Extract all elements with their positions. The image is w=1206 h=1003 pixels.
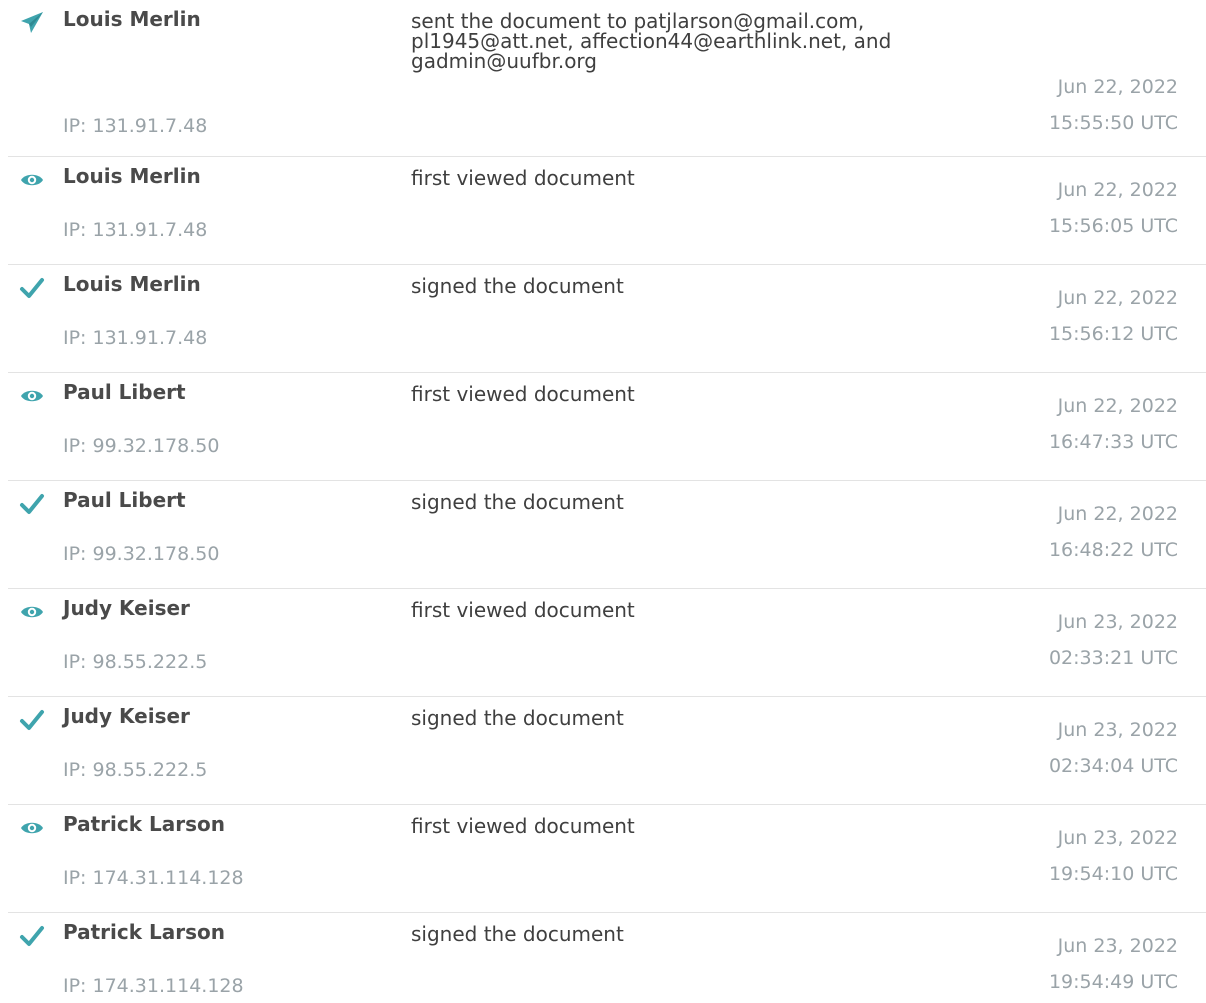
- event-time: 15:55:50 UTC: [1048, 112, 1178, 134]
- audit-event-row: [0, 481, 1206, 589]
- ip-address: IP: 174.31.114.128: [63, 867, 244, 889]
- event-time: 16:47:33 UTC: [1048, 431, 1178, 453]
- event-time: 02:34:04 UTC: [1048, 755, 1178, 777]
- event-description: first viewed document: [411, 814, 635, 838]
- check-icon: [19, 275, 45, 301]
- signer-name: Louis Merlin: [63, 272, 201, 296]
- audit-event-row: [0, 589, 1206, 697]
- ip-address: IP: 131.91.7.48: [63, 115, 208, 137]
- event-description: first viewed document: [411, 382, 635, 406]
- check-icon: [19, 491, 45, 517]
- send-icon: [19, 10, 45, 36]
- audit-event-row: [0, 157, 1206, 265]
- eye-icon: [19, 383, 45, 409]
- ip-address: IP: 98.55.222.5: [63, 759, 208, 781]
- event-date: Jun 22, 2022: [1057, 395, 1178, 417]
- check-icon: [19, 707, 45, 733]
- event-description: sent the document to patjlarson@gmail.com, pl1945@att.net, affection44@earthlink.net, and gadmin@uufbr.org: [411, 9, 892, 73]
- event-date: Jun 23, 2022: [1057, 719, 1178, 741]
- audit-event-row: [0, 805, 1206, 913]
- audit-event-row: [0, 913, 1206, 1003]
- ip-address: IP: 131.91.7.48: [63, 327, 208, 349]
- event-time: 19:54:49 UTC: [1048, 971, 1178, 993]
- event-description: signed the document: [411, 490, 624, 514]
- event-description: signed the document: [411, 706, 624, 730]
- event-description: signed the document: [411, 922, 624, 946]
- signer-name: Louis Merlin: [63, 7, 201, 31]
- ip-address: IP: 98.55.222.5: [63, 651, 208, 673]
- signer-name: Louis Merlin: [63, 164, 201, 188]
- signer-name: Paul Libert: [63, 380, 186, 404]
- eye-icon: [19, 815, 45, 841]
- event-date: Jun 23, 2022: [1057, 935, 1178, 957]
- event-date: Jun 23, 2022: [1057, 611, 1178, 633]
- eye-icon: [19, 167, 45, 193]
- event-date: Jun 22, 2022: [1057, 287, 1178, 309]
- audit-event-row: [0, 0, 1206, 157]
- audit-event-row: [0, 373, 1206, 481]
- event-description: first viewed document: [411, 166, 635, 190]
- check-icon: [19, 923, 45, 949]
- event-description: first viewed document: [411, 598, 635, 622]
- event-description: signed the document: [411, 274, 624, 298]
- audit-event-row: [0, 697, 1206, 805]
- signer-name: Patrick Larson: [63, 920, 226, 944]
- ip-address: IP: 99.32.178.50: [63, 543, 220, 565]
- event-date: Jun 22, 2022: [1057, 503, 1178, 525]
- signer-name: Judy Keiser: [63, 596, 190, 620]
- signer-name: Paul Libert: [63, 488, 186, 512]
- event-time: 02:33:21 UTC: [1048, 647, 1178, 669]
- signer-name: Patrick Larson: [63, 812, 226, 836]
- eye-icon: [19, 599, 45, 625]
- ip-address: IP: 99.32.178.50: [63, 435, 220, 457]
- event-date: Jun 23, 2022: [1057, 827, 1178, 849]
- event-time: 16:48:22 UTC: [1048, 539, 1178, 561]
- audit-event-row: [0, 265, 1206, 373]
- event-date: Jun 22, 2022: [1057, 76, 1178, 98]
- event-time: 15:56:05 UTC: [1048, 215, 1178, 237]
- event-date: Jun 22, 2022: [1057, 179, 1178, 201]
- signer-name: Judy Keiser: [63, 704, 190, 728]
- ip-address: IP: 174.31.114.128: [63, 975, 244, 997]
- event-time: 19:54:10 UTC: [1048, 863, 1178, 885]
- event-time: 15:56:12 UTC: [1048, 323, 1178, 345]
- ip-address: IP: 131.91.7.48: [63, 219, 208, 241]
